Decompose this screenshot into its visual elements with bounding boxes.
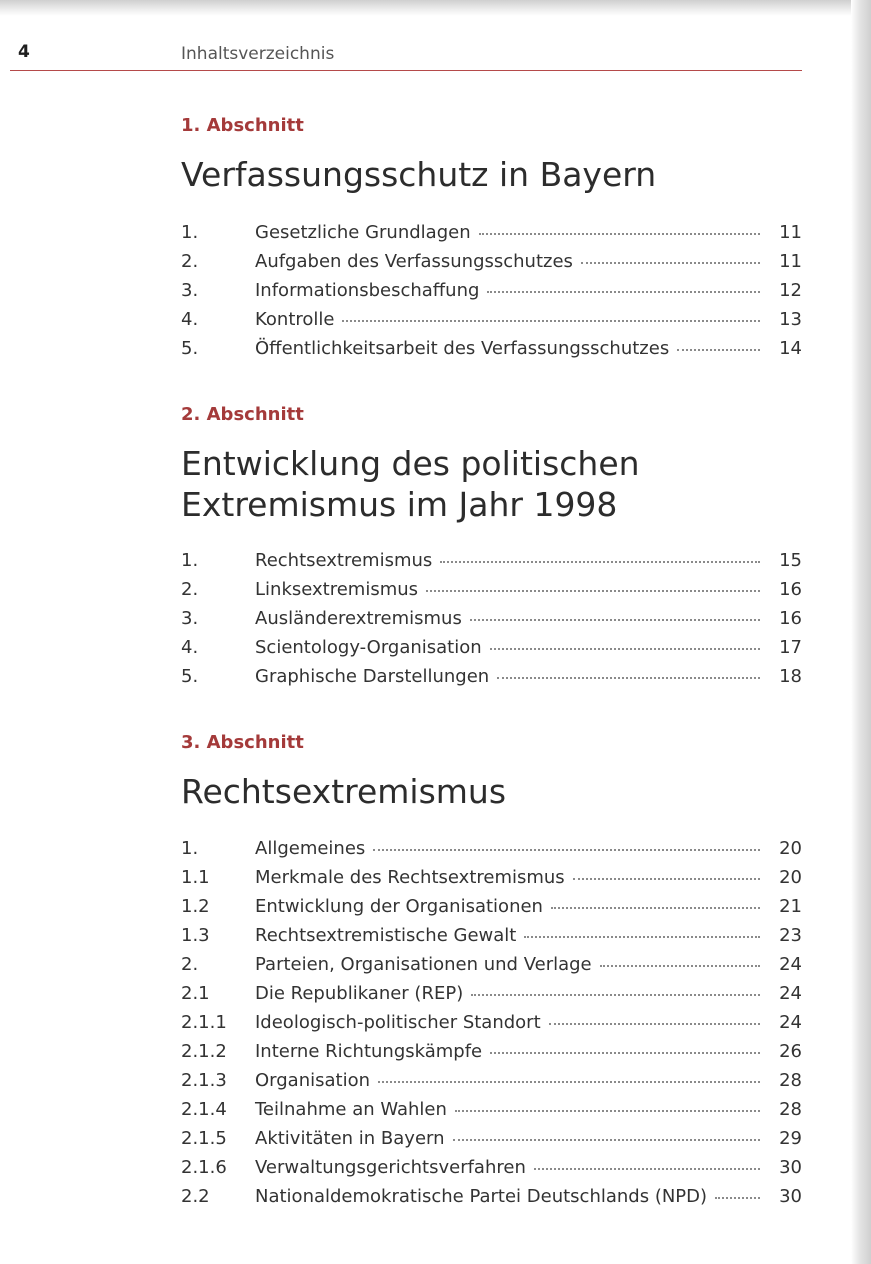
toc-leader-dots bbox=[600, 964, 760, 967]
toc-row[interactable] bbox=[181, 637, 802, 666]
toc-page-number: 14 bbox=[779, 338, 802, 359]
page-number: 4 bbox=[18, 42, 30, 62]
toc-title: Interne Richtungskämpfe bbox=[255, 1041, 483, 1062]
toc-number: 2. bbox=[181, 251, 199, 272]
toc-row[interactable] bbox=[181, 309, 802, 338]
toc-number: 1. bbox=[181, 550, 199, 571]
toc-row[interactable] bbox=[181, 1157, 802, 1186]
toc-leader-dots bbox=[549, 1022, 760, 1025]
toc-leader-dots bbox=[470, 618, 760, 621]
toc-row[interactable] bbox=[181, 1012, 802, 1041]
toc-row[interactable] bbox=[181, 280, 802, 309]
toc-title: Rechtsextremismus bbox=[255, 550, 433, 571]
toc-number: 1. bbox=[181, 222, 199, 243]
toc-number: 4. bbox=[181, 637, 199, 658]
toc-number: 2.1.6 bbox=[181, 1157, 227, 1178]
toc-number: 2.1.2 bbox=[181, 1041, 227, 1062]
toc-title: Kontrolle bbox=[255, 309, 335, 330]
toc-leader-dots bbox=[524, 935, 760, 938]
toc-row[interactable] bbox=[181, 1099, 802, 1128]
toc-number: 2. bbox=[181, 954, 199, 975]
section-2-toc bbox=[181, 550, 802, 695]
toc-number: 2.1.1 bbox=[181, 1012, 227, 1033]
toc-row[interactable] bbox=[181, 608, 802, 637]
toc-number: 2. bbox=[181, 579, 199, 600]
toc-row[interactable] bbox=[181, 983, 802, 1012]
toc-title: Gesetzliche Grundlagen bbox=[255, 222, 471, 243]
toc-row[interactable] bbox=[181, 338, 802, 367]
section-1-label: 1. Abschnitt bbox=[181, 115, 304, 136]
toc-page-number: 15 bbox=[779, 550, 802, 571]
toc-number: 2.1.3 bbox=[181, 1070, 227, 1091]
toc-page-number: 30 bbox=[779, 1186, 802, 1207]
toc-number: 1.1 bbox=[181, 867, 210, 888]
toc-number: 1.3 bbox=[181, 925, 210, 946]
toc-page-number: 17 bbox=[779, 637, 802, 658]
toc-leader-dots bbox=[378, 1080, 760, 1083]
toc-row[interactable] bbox=[181, 838, 802, 867]
toc-page-number: 30 bbox=[779, 1157, 802, 1178]
toc-title: Allgemeines bbox=[255, 838, 366, 859]
scan-right-edge bbox=[851, 0, 871, 1264]
section-2-title-line: Extremismus im Jahr 1998 bbox=[181, 485, 618, 524]
toc-title: Linksextremismus bbox=[255, 579, 419, 600]
toc-title: Rechtsextremistische Gewalt bbox=[255, 925, 517, 946]
toc-number: 3. bbox=[181, 280, 199, 301]
toc-page-number: 20 bbox=[779, 838, 802, 859]
toc-title: Die Republikaner (REP) bbox=[255, 983, 464, 1004]
toc-leader-dots bbox=[471, 993, 760, 996]
toc-leader-dots bbox=[440, 560, 760, 563]
toc-title: Merkmale des Rechtsextremismus bbox=[255, 867, 565, 888]
toc-leader-dots bbox=[455, 1109, 760, 1112]
toc-row[interactable] bbox=[181, 1041, 802, 1070]
section-1-title-line: Verfassungsschutz in Bayern bbox=[181, 155, 657, 194]
section-3-toc bbox=[181, 838, 802, 1215]
toc-leader-dots bbox=[426, 589, 760, 592]
toc-row[interactable] bbox=[181, 867, 802, 896]
toc-page-number: 20 bbox=[779, 867, 802, 888]
toc-title: Nationaldemokratische Partei Deutschlands (NPD) bbox=[255, 1186, 708, 1207]
toc-page-number: 18 bbox=[779, 666, 802, 687]
toc-leader-dots bbox=[342, 319, 760, 322]
toc-row[interactable] bbox=[181, 251, 802, 280]
toc-leader-dots bbox=[551, 906, 760, 909]
toc-leader-dots bbox=[487, 290, 760, 293]
toc-row[interactable] bbox=[181, 1070, 802, 1099]
toc-page-number: 12 bbox=[779, 280, 802, 301]
toc-page-number: 28 bbox=[779, 1070, 802, 1091]
toc-title: Informationsbeschaffung bbox=[255, 280, 480, 301]
section-2-title bbox=[181, 443, 640, 525]
toc-title: Parteien, Organisationen und Verlage bbox=[255, 954, 592, 975]
toc-leader-dots bbox=[490, 647, 760, 650]
toc-title: Entwicklung der Organisationen bbox=[255, 896, 543, 917]
toc-page-number: 24 bbox=[779, 1012, 802, 1033]
toc-title: Aktivitäten in Bayern bbox=[255, 1128, 445, 1149]
toc-page-number: 16 bbox=[779, 579, 802, 600]
toc-number: 2.2 bbox=[181, 1186, 210, 1207]
toc-leader-dots bbox=[573, 877, 760, 880]
toc-row[interactable] bbox=[181, 954, 802, 983]
section-1-toc bbox=[181, 222, 802, 367]
toc-title: Ideologisch-politischer Standort bbox=[255, 1012, 541, 1033]
toc-number: 1. bbox=[181, 838, 199, 859]
toc-title: Graphische Darstellungen bbox=[255, 666, 490, 687]
section-2-label: 2. Abschnitt bbox=[181, 404, 304, 425]
toc-number: 4. bbox=[181, 309, 199, 330]
toc-title: Aufgaben des Verfassungsschutzes bbox=[255, 251, 573, 272]
toc-number: 5. bbox=[181, 338, 199, 359]
toc-row[interactable] bbox=[181, 550, 802, 579]
toc-leader-dots bbox=[677, 348, 760, 351]
toc-leader-dots bbox=[490, 1051, 760, 1054]
toc-leader-dots bbox=[453, 1138, 760, 1141]
toc-page-number: 24 bbox=[779, 954, 802, 975]
toc-row[interactable] bbox=[181, 1186, 802, 1215]
toc-page-number: 13 bbox=[779, 309, 802, 330]
header-rule bbox=[10, 70, 802, 71]
toc-leader-dots bbox=[373, 848, 760, 851]
toc-leader-dots bbox=[715, 1196, 760, 1199]
toc-row[interactable] bbox=[181, 579, 802, 608]
toc-title: Teilnahme an Wahlen bbox=[255, 1099, 447, 1120]
toc-leader-dots bbox=[581, 261, 760, 264]
section-3-title bbox=[181, 771, 506, 812]
toc-row[interactable] bbox=[181, 222, 802, 251]
toc-title: Verwaltungsgerichtsverfahren bbox=[255, 1157, 526, 1178]
running-title: Inhaltsverzeichnis bbox=[181, 44, 335, 64]
toc-title: Scientology-Organisation bbox=[255, 637, 482, 658]
scan-top-shadow bbox=[0, 0, 871, 16]
toc-number: 3. bbox=[181, 608, 199, 629]
toc-row[interactable] bbox=[181, 666, 802, 695]
toc-leader-dots bbox=[534, 1167, 760, 1170]
toc-page-number: 11 bbox=[779, 222, 802, 243]
toc-number: 2.1.4 bbox=[181, 1099, 227, 1120]
toc-number: 1.2 bbox=[181, 896, 210, 917]
toc-page-number: 21 bbox=[779, 896, 802, 917]
toc-page-number: 28 bbox=[779, 1099, 802, 1120]
toc-number: 5. bbox=[181, 666, 199, 687]
toc-title: Organisation bbox=[255, 1070, 371, 1091]
toc-page-number: 11 bbox=[779, 251, 802, 272]
section-3-label: 3. Abschnitt bbox=[181, 732, 304, 753]
toc-title: Öffentlichkeitsarbeit des Verfassungsschutzes bbox=[255, 338, 670, 359]
toc-title: Ausländerextremismus bbox=[255, 608, 462, 629]
section-1-title bbox=[181, 154, 656, 195]
toc-number: 2.1.5 bbox=[181, 1128, 227, 1149]
toc-row[interactable] bbox=[181, 896, 802, 925]
toc-row[interactable] bbox=[181, 925, 802, 954]
section-2-title-line: Entwicklung des politischen bbox=[181, 444, 640, 483]
toc-leader-dots bbox=[479, 232, 760, 235]
toc-page-number: 23 bbox=[779, 925, 802, 946]
section-3-title-line: Rechtsextremismus bbox=[181, 772, 507, 811]
toc-leader-dots bbox=[497, 676, 760, 679]
toc-page-number: 26 bbox=[779, 1041, 802, 1062]
toc-page-number: 24 bbox=[779, 983, 802, 1004]
toc-row[interactable] bbox=[181, 1128, 802, 1157]
toc-page-number: 29 bbox=[779, 1128, 802, 1149]
toc-number: 2.1 bbox=[181, 983, 210, 1004]
toc-page-number: 16 bbox=[779, 608, 802, 629]
